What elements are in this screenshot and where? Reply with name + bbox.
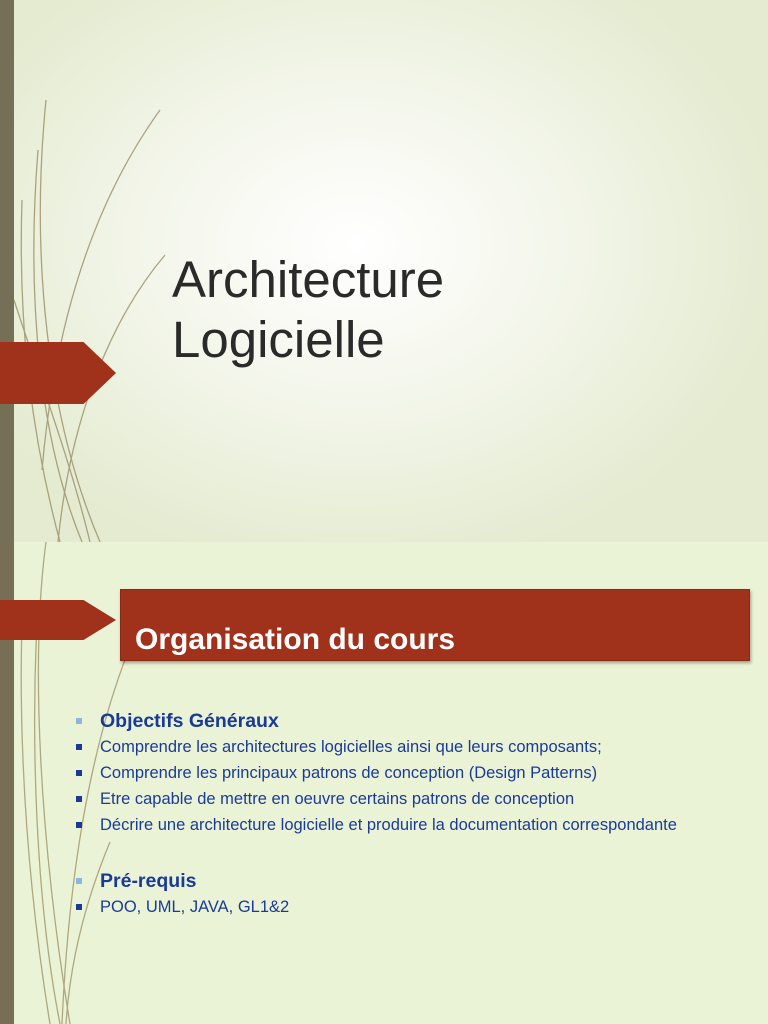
list-item-text: POO, UML, JAVA, GL1&2 xyxy=(100,898,290,916)
slide-title xyxy=(172,250,444,370)
slide-header: Organisation du cours xyxy=(135,623,456,656)
bullet-icon xyxy=(76,718,82,724)
section-heading xyxy=(76,708,696,734)
bullet-icon xyxy=(76,878,82,884)
list-item xyxy=(76,814,696,836)
section-heading-text: Objectifs Généraux xyxy=(100,710,279,732)
list-item xyxy=(76,762,696,784)
header-bar xyxy=(120,589,750,661)
bullet-icon xyxy=(76,744,82,750)
bullet-icon xyxy=(76,770,82,776)
list-item-text: Décrire une architecture logicielle et produire la documentation correspondante xyxy=(100,816,677,834)
title-line-1: Architecture xyxy=(172,251,445,308)
decorative-lines xyxy=(0,0,200,542)
list-item xyxy=(76,788,696,810)
title-line-2: Logicielle xyxy=(172,311,385,368)
bullet-list xyxy=(76,708,696,922)
section-heading-text: Pré-requis xyxy=(100,870,197,892)
list-item-text: Comprendre les architectures logicielles ainsi que leurs composants; xyxy=(100,738,602,756)
list-item-text: Etre capable de mettre en oeuvre certains patrons de conception xyxy=(100,790,575,808)
bullet-icon xyxy=(76,904,82,910)
list-item xyxy=(76,896,696,918)
list-item xyxy=(76,736,696,758)
bullet-icon xyxy=(76,822,82,828)
content-slide xyxy=(0,542,768,1024)
section-heading xyxy=(76,868,696,894)
list-item-text: Comprendre les principaux patrons de conception (Design Patterns) xyxy=(100,764,598,782)
bullet-icon xyxy=(76,796,82,802)
